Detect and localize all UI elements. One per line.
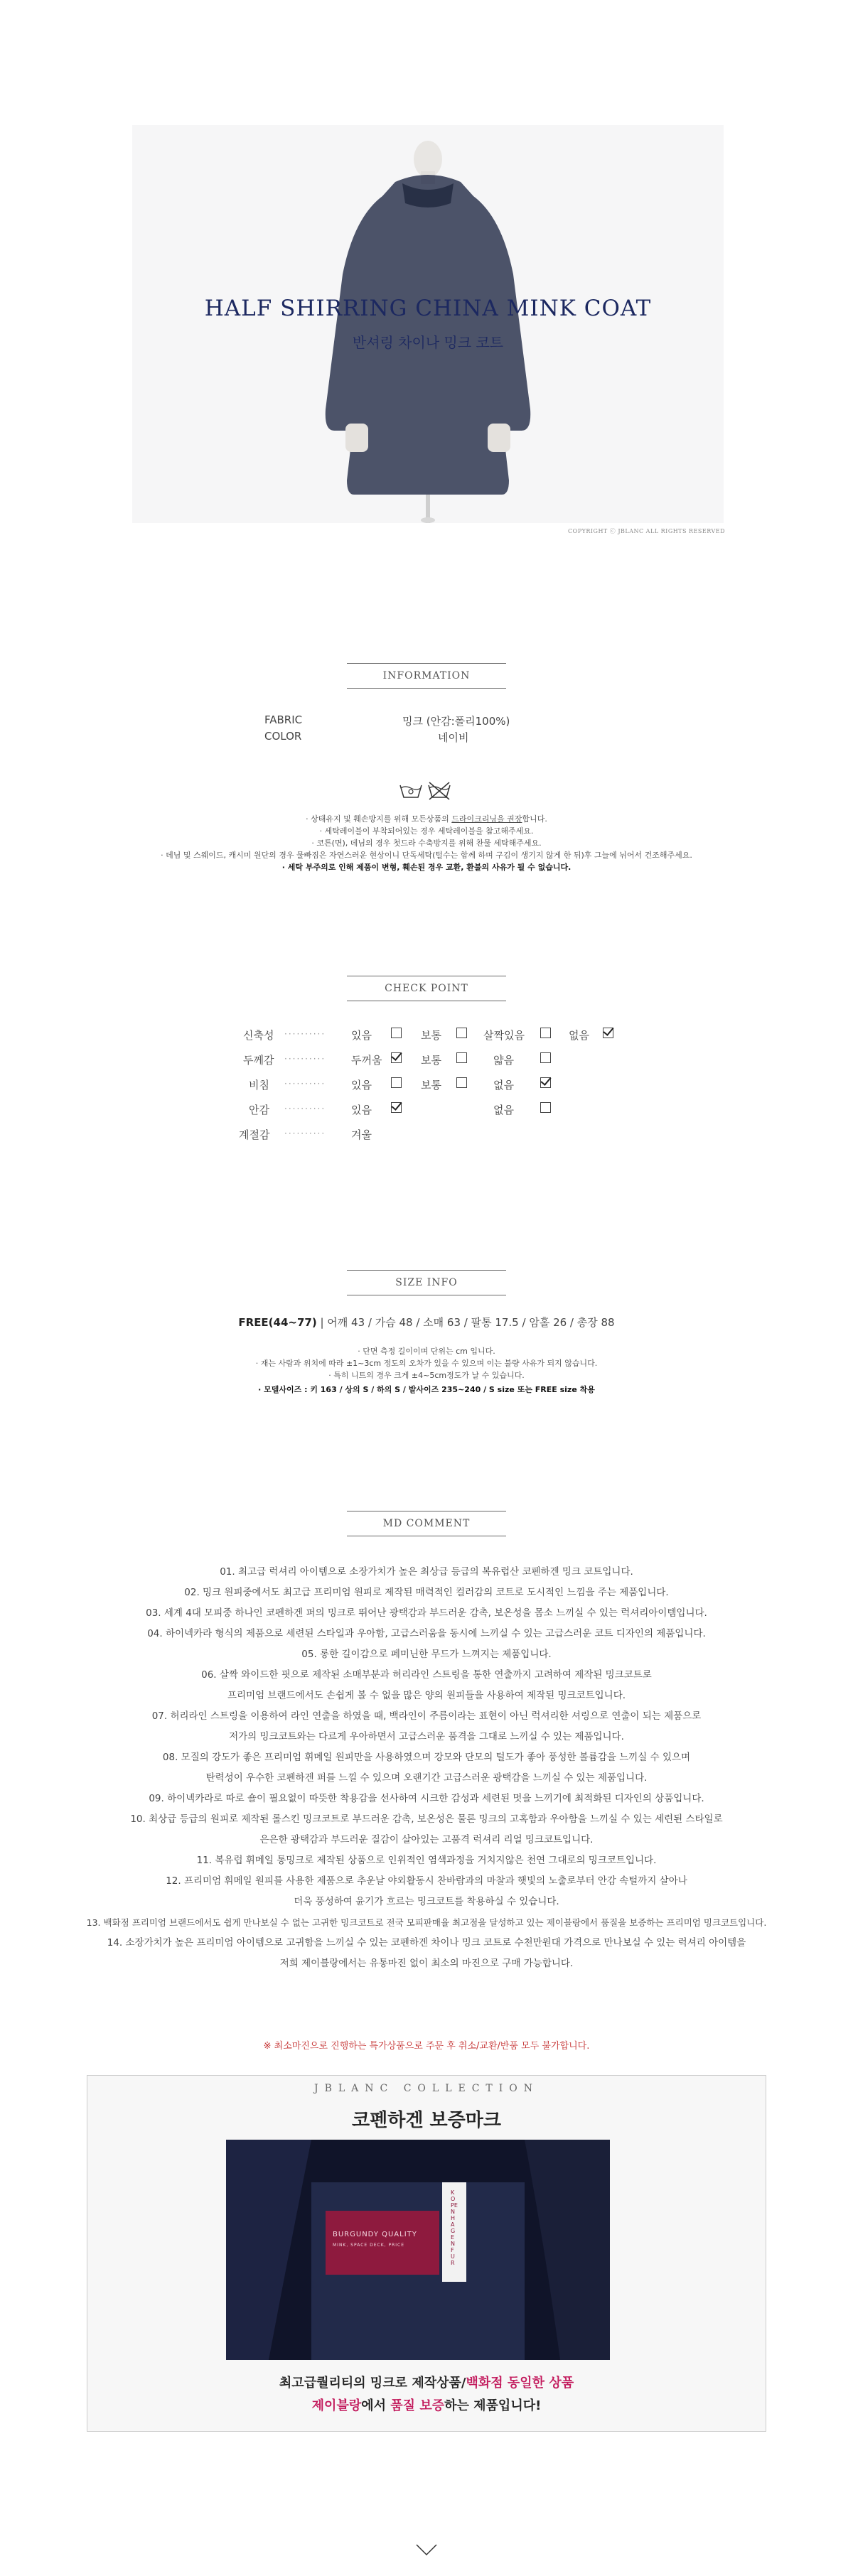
fabric-label: FABRIC [264,713,303,726]
check-point-heading: CHECK POINT [347,976,506,1001]
product-subtitle: 반셔링 차이나 밍크 코트 [352,334,504,351]
md-line: 06. 살짝 와이드한 핏으로 제작된 소매부분과 허리라인 스트링을 통한 연출까지 고려하여 제작된 밍크코트로 [201,1669,652,1681]
size-note-3: · 특히 니트의 경우 크게 ±4~5cm정도가 날 수 있습니다. [328,1371,525,1380]
option-label: 얇음 [493,1054,514,1067]
md-line: 프리미엄 브랜드에서도 손쉽게 볼 수 없을 많은 양의 원피들을 사용하여 제작된 밍크코트입니다. [227,1690,626,1701]
option-label: 보통 [421,1029,441,1042]
md-line: 02. 밍크 원피중에서도 최고급 프리미엄 원피로 제작된 매력적인 컬러감의 코트로 도시적인 느낌을 주는 제품입니다. [184,1587,669,1598]
size-note-1: · 단면 측정 길이이며 단위는 cm 입니다. [358,1347,495,1356]
check-name: 신축성 [243,1029,274,1042]
hand-wash-icon [398,780,424,801]
checkbox-checked [603,1028,613,1038]
checkbox-checked [540,1077,551,1088]
md-line: 08. 모질의 강도가 좋은 프리미엄 휘메일 원피만을 사용하였으며 강모와 단모의 털도가 좋아 풍성한 볼륨감을 느끼실 수 있으며 [162,1752,691,1763]
check-name: 두께감 [243,1054,274,1067]
dots: ·········· [284,1029,326,1039]
care-note-1: · 상태유지 및 훼손방지를 위해 모든상품의 드라이크리닝을 권장합니다. [306,814,547,824]
md-line: 07. 허리라인 스트링을 이용하여 라인 연출을 하였을 때, 백라인이 주름이라는 표현이 아닌 럭셔리한 셔링으로 연출이 되는 제품으로 [151,1710,702,1722]
md-line: 01. 최고급 럭셔리 아이템으로 소장가치가 높은 최상급 등급의 복유럽산 코펜하겐 밍크 코트입니다. [220,1566,633,1578]
md-line: 09. 하이넥카라로 따로 숄이 필요없이 따뜻한 착용감을 선사하여 시크한 감성과 세련된 멋을 느끼기에 최적화된 디자인의 상품입니다. [149,1793,704,1804]
option-label: 없음 [493,1079,514,1092]
check-row-thickness [213,1052,640,1068]
dots: ·········· [284,1104,326,1114]
copyright-text: COPYRIGHT ⓒ JBLANC ALL RIGHTS RESERVED [568,528,725,534]
check-name: 계절감 [239,1128,270,1141]
color-label: COLOR [264,730,302,743]
model-size-note: · 모델사이즈 : 키 163 / 상의 S / 하의 S / 발사이즈 235~240 / S size 또는 FREE size 착용 [258,1385,595,1394]
option-label: 없음 [569,1029,589,1042]
size-measurements: FREE(44~77) | 어깨 43 / 가슴 48 / 소매 63 / 팔통 17.5 / 암홀 26 / 총장 88 [238,1316,615,1329]
coat-photo [296,125,560,523]
option-label: 있음 [351,1104,372,1116]
hero-image [132,125,724,523]
label-sub-text: MINK, SPACE DECK, PRICE [333,2243,404,2248]
checkbox [540,1052,551,1063]
option-label: 보통 [421,1054,441,1067]
md-line: 03. 세계 4대 모피중 하나인 코펜하겐 퍼의 밍크로 뛰어난 광택감과 부드러운 감촉, 보온성을 몸소 느끼실 수 있는 럭셔리아이템입니다. [146,1607,707,1619]
check-name: 안감 [249,1104,269,1116]
check-row-sheer [213,1077,640,1093]
option-label: 보통 [421,1079,441,1092]
fur-background [226,2140,610,2360]
option-label: 겨울 [351,1128,372,1141]
dots: ·········· [284,1128,326,1138]
md-comment-heading: MD COMMENT [347,1511,506,1536]
dots: ·········· [284,1079,326,1089]
option-label: 두꺼움 [351,1054,382,1067]
md-line: 저가의 밍크코트와는 다르게 우아하면서 고급스러운 품격을 그대로 느끼실 수 있는 제품입니다. [229,1731,624,1742]
md-line: 저희 제이블랑에서는 유통마진 없이 최소의 마진으로 구매 가능합니다. [279,1958,574,1969]
md-line: 12. 프리미엄 휘메일 원피를 사용한 제품으로 추운날 야외활동시 찬바람과의 마찰과 햇빛의 노출로부터 안감 속털까지 살아나 [166,1875,687,1887]
md-line: 은은한 광택감과 부드러운 질감이 살아있는 고품격 럭셔리 리얼 밍크코트입니다. [259,1834,594,1845]
collection-box [87,2075,766,2432]
no-refund-warning: ※ 최소마진으로 진행하는 특가상품으로 주문 후 취소/교환/반품 모두 불가합니다. [263,2041,590,2052]
care-warning: · 세탁 부주의로 인해 제품이 변형, 훼손된 경우 교환, 환불의 사유가 될 수 없습니다. [281,863,572,872]
checkbox-checked [391,1102,402,1113]
check-name: 비침 [249,1079,269,1092]
md-line: 04. 하이넥카라 형식의 제품으로 세련된 스타일과 우아함, 고급스러움을 동시에 느끼실 수 있는 고급스러운 코트 디자인의 제품입니다. [147,1628,706,1639]
care-note-3: · 코튼(면), 데님의 경우 첫드라 수축방지를 위해 찬물 세탁해주세요. [311,839,542,848]
size-info-heading: SIZE INFO [347,1270,506,1295]
checkbox [391,1077,402,1088]
check-row-lining [213,1102,640,1118]
md-line: 10. 최상급 등급의 원피로 제작된 롤스킨 밍크코트로 부드러운 감촉, 보온성은 물론 밍크의 고혹함과 우아함을 느끼실 수 있는 세련된 스타일로 [130,1814,723,1825]
collection-eyebrow: JBLANC COLLECTION [313,2083,540,2094]
md-line: 탄력성이 우수한 코펜하겐 퍼를 느낄 수 있으며 오랜기간 고급스러운 광택감을 느끼실 수 있는 제품입니다. [205,1772,648,1784]
checkbox [391,1028,402,1038]
option-label: 살짝있음 [483,1029,525,1042]
chevron-down-icon[interactable] [415,2543,438,2557]
guarantee-line-1: 최고급퀄리티의 밍크로 제작상품/백화점 동일한 상품 [279,2376,574,2391]
option-label: 있음 [351,1029,372,1042]
care-note-2: · 세탁레이블이 부착되어있는 경우 세탁레이블을 참고해주세요. [319,826,534,836]
label-side-text: KOPENHAGEN FUR [451,2189,458,2266]
md-line: 14. 소장가치가 높은 프리미엄 아이템으로 고귀함을 느끼실 수 있는 코펜하겐 차이나 밍크 코트로 수천만원대 가격으로 만나보실 수 있는 럭셔리 아이템을 [107,1937,746,1949]
label-brand-text: BURGUNDY QUALITY [333,2231,417,2238]
option-label: 있음 [351,1079,372,1092]
checkbox [540,1102,551,1113]
md-line: 13. 백화점 프리미엄 브랜드에서도 쉽게 만나보실 수 없는 고귀한 밍크코트로 전국 모피판매율 최고점을 달성하고 있는 제이블랑에서 품질을 보증하는 프리미엄 밍크코트입니다. [86,1917,767,1928]
guarantee-line-2: 제이블랑에서 품질 보증하는 제품입니다! [311,2398,542,2413]
checkbox [456,1077,467,1088]
md-line: 11. 복유럽 휘메일 통밍크로 제작된 상품으로 인위적인 염색과정을 거치지않은 천연 그대로의 밍크코트입니다. [196,1855,657,1866]
checkbox [456,1028,467,1038]
checkbox-checked [391,1052,402,1063]
kopenhagen-label-photo [226,2140,610,2360]
care-note-4: · 데님 및 스웨이드, 캐시미 원단의 경우 물빠짐은 자연스러운 현상이니 단독세탁(털수는 함께 하며 구김이 생기지 않게 한 뒤)후 그늘에 뉘어서 건조해주세요. [161,851,692,860]
checkbox [456,1052,467,1063]
dots: ·········· [284,1054,326,1064]
product-title: HALF SHIRRING CHINA MINK COAT [204,296,652,321]
information-heading: INFORMATION [347,663,506,689]
md-line: 더욱 풍성하여 윤기가 흐르는 밍크코트를 착용하실 수 있습니다. [294,1896,559,1907]
md-comment-body [0,1562,853,1974]
collection-title: 코펜하겐 보증마크 [352,2110,501,2131]
no-machine-wash-icon [426,780,452,801]
fabric-value: 밍크 (안감:폴리100%) [402,715,510,728]
checkbox [540,1028,551,1038]
color-value: 네이비 [438,731,469,744]
check-row-stretch [213,1028,640,1043]
check-row-season [213,1127,640,1143]
md-line: 05. 롱한 길이감으로 페미닌한 무드가 느껴지는 제품입니다. [301,1649,552,1660]
size-note-2: · 재는 사람과 위치에 따라 ±1~3cm 정도의 오차가 있을 수 있으며 이는 불량 사유가 되지 않습니다. [255,1359,598,1368]
option-label: 없음 [493,1104,514,1116]
